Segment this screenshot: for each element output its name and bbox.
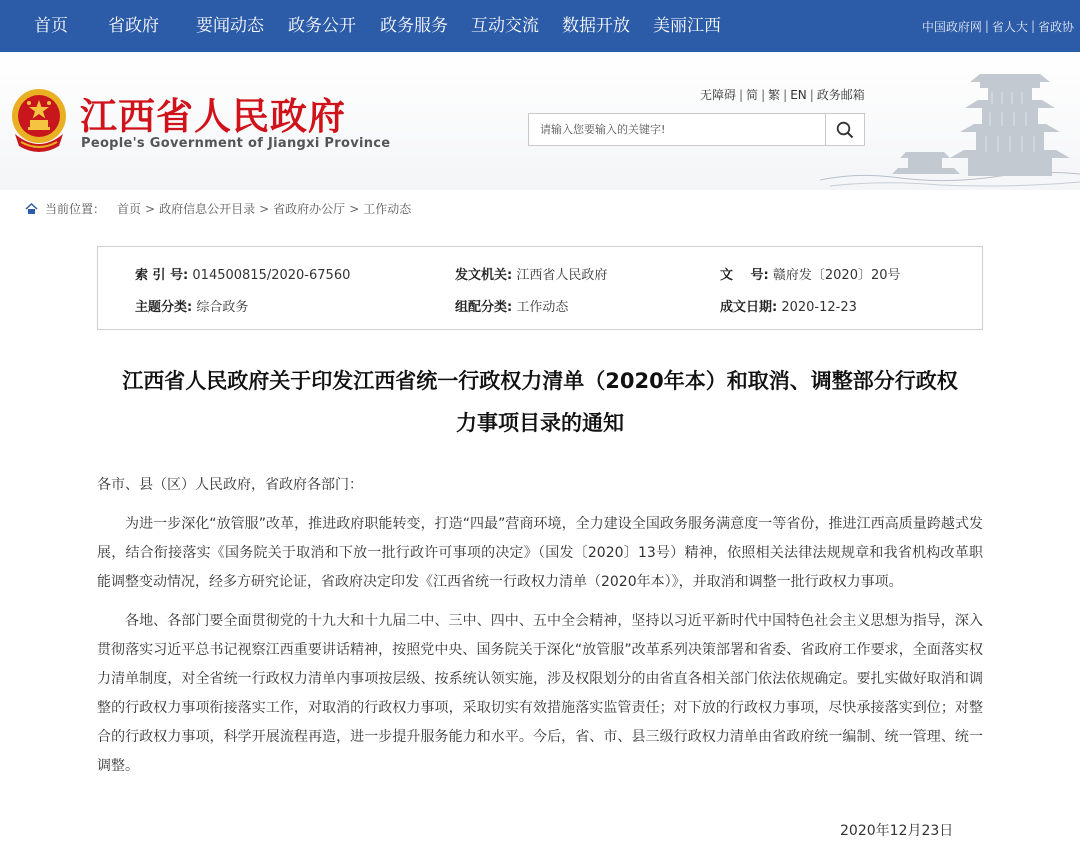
site-subtitle: People's Government of Jiangxi Province [81, 136, 391, 151]
link-government-mailbox[interactable]: 政务邮箱 [816, 88, 865, 102]
nav-item-government-affairs-publicity[interactable]: 政务公开 [288, 16, 356, 36]
top-navigation-bar [0, 0, 1080, 52]
search-input[interactable]: 请输入您要输入的关键字! [528, 113, 826, 146]
article-salutation: 各市、县（区）人民政府，省政府各部门： [97, 477, 363, 493]
meta-label: 文 号: [720, 268, 769, 283]
meta-label: 索 引 号: [135, 268, 189, 283]
meta-value: 赣府发〔2020〕20号 [772, 268, 901, 283]
article-signature-date: 2020年12月23日 [840, 823, 954, 839]
article-paragraph: 为进一步深化“放管服”改革，推进政府职能转变，打造“四最”营商环境，全力建设全国政务服务满意度一等省份，推进江西高质量跨越式发展，结合衔接落实《国务院关于取消和下放一批行政许可事项的决定》（国发〔2020〕13号）精神，依照相关法律法规规章和我省机构改革职能调整变动情况，经多方研究论证，省政府决定印发《江西省统一行政权力清单（2020年本）》，并取消和调整一批行政权力事项。 [97, 516, 983, 590]
meta-label: 成文日期: [720, 300, 778, 315]
breadcrumb-work-news[interactable]: 工作动态 [363, 202, 412, 216]
nav-item-home[interactable]: 首页 [34, 16, 68, 36]
nav-item-beautiful-jiangxi[interactable]: 美丽江西 [653, 16, 721, 36]
breadcrumb-separator: > [259, 201, 270, 216]
link-provincial-congress[interactable]: 省人大 [991, 19, 1028, 34]
divider: | [809, 88, 814, 102]
nav-item-government-services[interactable]: 政务服务 [380, 16, 448, 36]
meta-value: 综合政务 [196, 300, 249, 315]
divider: | [761, 88, 766, 102]
main-nav [0, 0, 743, 52]
link-accessibility[interactable]: 无障碍 [700, 88, 737, 102]
meta-value: 014500815/2020-67560 [192, 268, 351, 283]
link-traditional-chinese[interactable]: 繁 [768, 88, 781, 102]
nav-item-open-data[interactable]: 数据开放 [562, 16, 630, 36]
link-china-gov[interactable]: 中国政府网 [921, 19, 982, 34]
meta-value: 工作动态 [516, 300, 569, 315]
site-title: 江西省人民政府 [80, 95, 346, 138]
divider: | [783, 88, 788, 102]
link-provincial-cppcc[interactable]: 省政协 [1037, 19, 1074, 34]
meta-index-number [135, 264, 350, 283]
document-metadata-box [97, 246, 983, 330]
link-english[interactable]: EN [790, 88, 807, 102]
meta-value: 2020-12-23 [781, 300, 857, 315]
divider: | [984, 19, 989, 33]
breadcrumb-label: 当前位置： [45, 202, 106, 216]
meta-label: 发文机关: [455, 268, 513, 283]
article-body [97, 471, 983, 791]
metadata-row [98, 264, 982, 284]
breadcrumb-home[interactable]: 首页 [117, 202, 142, 216]
breadcrumb [25, 200, 411, 217]
meta-written-date [720, 296, 857, 315]
meta-issuer [455, 264, 607, 283]
national-emblem-icon [9, 84, 69, 156]
meta-label: 主题分类: [135, 300, 193, 315]
breadcrumb-info-catalog[interactable]: 政府信息公开目录 [159, 202, 256, 216]
meta-document-number [720, 264, 901, 283]
divider: | [739, 88, 744, 102]
divider: | [1030, 19, 1035, 33]
breadcrumb-separator: > [349, 201, 360, 216]
article-title [97, 360, 983, 444]
meta-value: 江西省人民政府 [516, 268, 608, 283]
metadata-row [98, 296, 982, 316]
meta-topic-category [135, 296, 248, 315]
nav-item-news[interactable]: 要闻动态 [196, 16, 264, 36]
meta-group-category [455, 296, 568, 315]
nav-item-interaction[interactable]: 互动交流 [471, 16, 539, 36]
article-paragraph: 各地、各部门要全面贯彻党的十九大和十九届二中、三中、四中、五中全会精神，坚持以习近平新时代中国特色社会主义思想为指导，深入贯彻落实习近平总书记视察江西重要讲话精神，按照党中央、国务院关于深化“放管服”改革系列决策部署和省委、省政府工作要求，全面落实权力清单制度，对全省统一行政权力清单内事项按层级、按系统认领实施，涉及权限划分的由省直各相关部门依法依规确定。要扎实做好取消和调整的行政权力事项衔接落实工作，对取消的行政权力事项，采取切实有效措施落实监管责任；对下放的行政权力事项，尽快承接落实到位；对整合的行政权力事项，科学开展流程再造，进一步提升服务能力和水平。今后，省、市、县三级行政权力清单由省政府统一编制、统一管理、统一调整。 [97, 613, 983, 774]
breadcrumb-general-office[interactable]: 省政府办公厅 [273, 202, 346, 216]
nav-item-provincial-government[interactable]: 省政府 [108, 16, 159, 36]
home-icon [25, 203, 38, 215]
breadcrumb-separator: > [145, 201, 156, 216]
tengwang-pavilion-illustration [820, 52, 1080, 190]
article-title-line: 力事项目录的通知 [456, 411, 624, 435]
site-header [0, 52, 1080, 190]
meta-label: 组配分类: [455, 300, 513, 315]
link-simplified-chinese[interactable]: 简 [746, 88, 759, 102]
article-title-line: 江西省人民政府关于印发江西省统一行政权力清单（2020年本）和取消、调整部分行政权 [122, 369, 958, 393]
external-links [922, 0, 1074, 52]
